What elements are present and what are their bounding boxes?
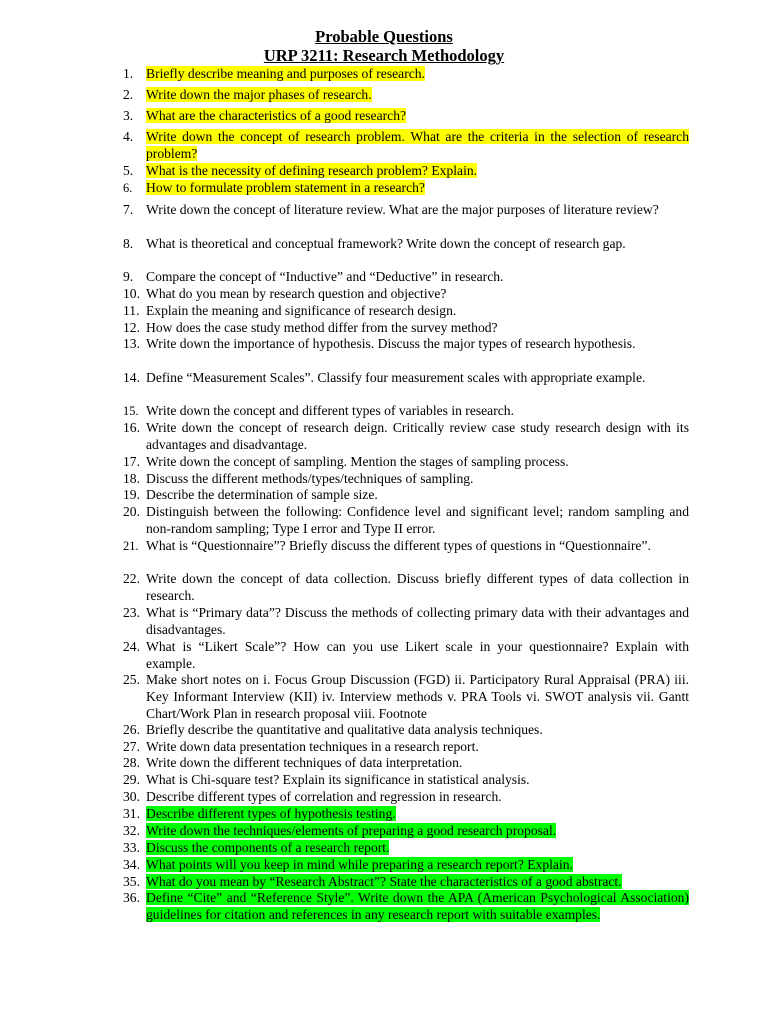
question-text-content: Write down the concept of literature review. What are the major purposes of literature review? (146, 202, 659, 217)
question-number: 19. (123, 487, 140, 502)
question-text-content: What do you mean by research question and objective? (146, 286, 447, 301)
question-number: 3. (123, 108, 134, 123)
question-text (146, 672, 689, 722)
question-number: 24. (123, 639, 140, 654)
question-text-content: Write down the major phases of research. (146, 87, 372, 102)
question-text-content: Make short notes on i. Focus Group Discussion (FGD) ii. Participatory Rural Appraisal (PRA) iii. Key Informant Interview (KII) iv. Interview methods v. PRA Tools vi. SWOT analysis vii. Gantt Chart/Work Plan in research proposal viii. Footnote (146, 672, 689, 721)
question-text-content: Write down the concept and different types of variables in research. (146, 403, 514, 418)
question-text-content: Write down the concept of sampling. Mention the stages of sampling process. (146, 454, 569, 469)
question-text (146, 87, 689, 104)
question-number: 11. (123, 303, 140, 318)
question-number: 20. (123, 504, 140, 519)
question-text (146, 571, 689, 605)
question-number: 18. (123, 471, 140, 486)
question-text (146, 739, 689, 756)
question-text (146, 890, 689, 924)
question-text (146, 789, 689, 806)
question-text-content: What is the necessity of defining research problem? Explain. (146, 163, 478, 178)
question-text (146, 806, 689, 823)
question-text (146, 823, 689, 840)
question-text (146, 286, 689, 303)
course-title: URP 3211: Research Methodology (263, 46, 505, 65)
question-text-content: Distinguish between the following: Confidence level and significant level; random sampling and non-random sampling; Type I error and Type II error. (146, 504, 689, 536)
question-number: 15. (123, 404, 139, 418)
question-number: 14. (123, 370, 140, 385)
question-text (146, 420, 689, 454)
question-text-content: Define “Cite” and “Reference Style”. Write down the APA (American Psychological Association) guidelines for citation and references in any research report with suitable examples. (146, 890, 689, 922)
question-text (146, 538, 689, 555)
question-text-content: What are the characteristics of a good research? (146, 108, 407, 123)
question-text-content: Discuss the components of a research report. (146, 840, 390, 855)
question-number: 22. (123, 571, 140, 586)
question-text-content: What is “Questionnaire”? Briefly discuss the different types of questions in “Questionnaire”. (146, 538, 651, 553)
question-number: 33. (123, 840, 140, 855)
question-text-content: Write down the concept of research problem. What are the criteria in the selection of research problem? (146, 129, 689, 161)
question-number: 30. (123, 789, 140, 804)
question-text (146, 180, 689, 197)
question-number: 5. (123, 163, 134, 178)
question-number: 34. (123, 857, 140, 872)
question-number: 10. (123, 286, 140, 301)
question-number: 8. (123, 236, 134, 251)
question-text-content: What is Chi-square test? Explain its significance in statistical analysis. (146, 772, 530, 787)
question-text-content: How to formulate problem statement in a research? (146, 180, 425, 195)
question-text-content: Write down the importance of hypothesis. Discuss the major types of research hypothesis. (146, 336, 636, 351)
question-text (146, 269, 689, 286)
question-number: 32. (123, 823, 140, 838)
question-text (146, 370, 689, 387)
question-text-content: What is “Likert Scale”? How can you use Likert scale in your questionnaire? Explain with example. (146, 639, 689, 671)
question-number: 12. (123, 320, 140, 335)
question-text (146, 163, 689, 180)
question-text-content: Describe different types of correlation and regression in research. (146, 789, 502, 804)
question-text-content: Compare the concept of “Inductive” and “Deductive” in research. (146, 269, 504, 284)
document-title: Probable Questions (315, 27, 453, 46)
question-number: 23. (123, 605, 140, 620)
question-text-content: How does the case study method differ from the survey method? (146, 320, 498, 335)
question-text (146, 320, 689, 337)
question-text (146, 108, 689, 125)
question-text (146, 840, 689, 857)
question-text (146, 857, 689, 874)
question-number: 7. (123, 202, 134, 217)
question-text-content: Write down data presentation techniques in a research report. (146, 739, 479, 754)
question-number: 31. (123, 806, 140, 821)
question-text (146, 471, 689, 488)
question-text-content: Briefly describe the quantitative and qualitative data analysis techniques. (146, 722, 543, 737)
question-text (146, 487, 689, 504)
question-number: 21. (123, 539, 139, 553)
question-number: 2. (123, 87, 134, 102)
question-text (146, 129, 689, 163)
question-text-content: Explain the meaning and significance of research design. (146, 303, 457, 318)
question-text (146, 605, 689, 639)
question-number: 4. (123, 129, 134, 144)
question-text-content: Write down the different techniques of data interpretation. (146, 755, 463, 770)
question-text-content: Describe the determination of sample size. (146, 487, 378, 502)
question-text (146, 303, 689, 320)
question-number: 17. (123, 454, 140, 469)
question-text (146, 202, 689, 219)
question-number: 36. (123, 890, 140, 905)
question-text (146, 755, 689, 772)
question-text-content: What is theoretical and conceptual framework? Write down the concept of research gap. (146, 236, 626, 251)
question-text (146, 504, 689, 538)
question-number: 6. (123, 181, 133, 195)
question-text-content: Describe different types of hypothesis testing. (146, 806, 396, 821)
question-number: 28. (123, 755, 140, 770)
question-text-content: Write down the concept of research deign. Critically review case study research design with its advantages and disadvantage. (146, 420, 689, 452)
question-text-content: Define “Measurement Scales”. Classify four measurement scales with appropriate example. (146, 370, 646, 385)
question-number: 25. (123, 672, 140, 687)
question-text (146, 639, 689, 673)
question-number: 35. (123, 874, 140, 889)
question-text-content: Discuss the different methods/types/techniques of sampling. (146, 471, 474, 486)
question-text-content: What do you mean by “Research Abstract”? State the characteristics of a good abstract. (146, 874, 622, 889)
question-text (146, 403, 689, 420)
question-number: 26. (123, 722, 140, 737)
question-number: 13. (123, 336, 140, 351)
question-text (146, 772, 689, 789)
question-text-content: What is “Primary data”? Discuss the methods of collecting primary data with their advantages and disadvantages. (146, 605, 689, 637)
question-text (146, 722, 689, 739)
question-text-content: Write down the concept of data collection. Discuss briefly different types of data collection in research. (146, 571, 689, 603)
question-number: 16. (123, 420, 140, 435)
question-number: 27. (123, 739, 140, 754)
question-text (146, 336, 689, 353)
question-text-content: Briefly describe meaning and purposes of research. (146, 66, 425, 81)
question-text-content: Write down the techniques/elements of preparing a good research proposal. (146, 823, 557, 838)
question-number: 9. (123, 269, 134, 284)
question-text-content: What points will you keep in mind while preparing a research report? Explain. (146, 857, 573, 872)
question-text (146, 454, 689, 471)
question-text (146, 874, 689, 891)
question-text (146, 66, 689, 83)
question-number: 29. (123, 772, 140, 787)
question-text (146, 236, 689, 253)
question-number: 1. (123, 66, 134, 81)
